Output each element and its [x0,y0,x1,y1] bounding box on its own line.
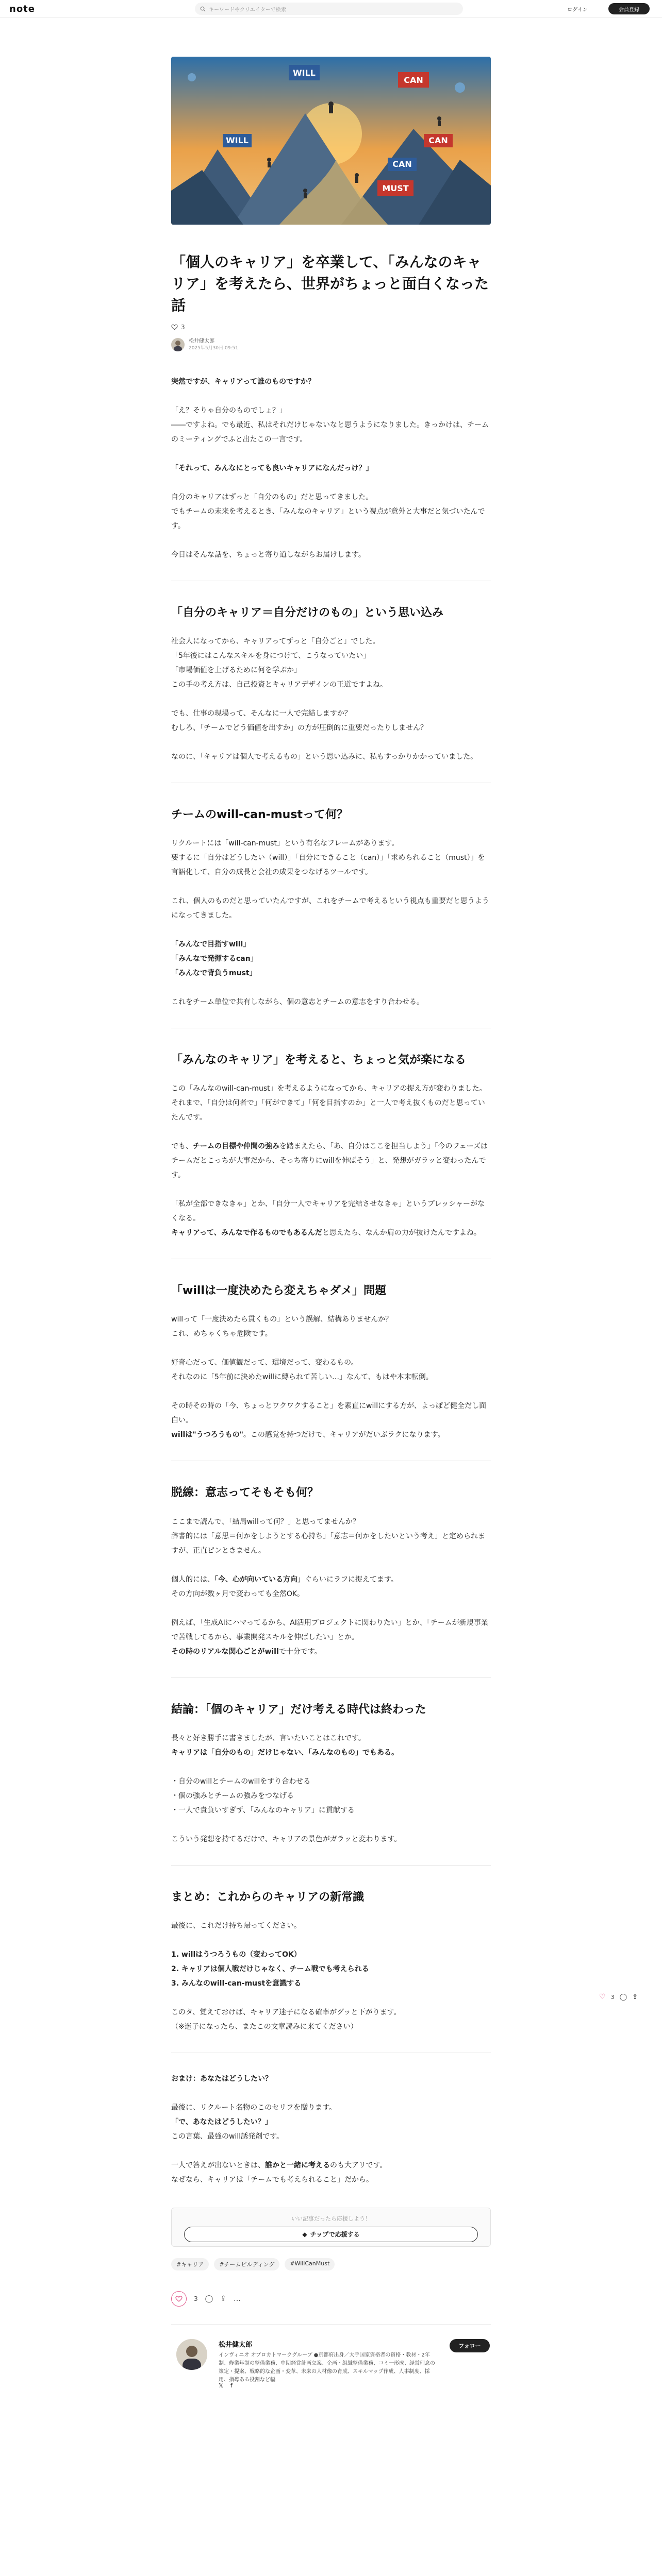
article-actions [171,2291,491,2307]
profile-social-links [219,2382,233,2389]
tip-button-label: チップで応援する [310,2231,360,2239]
top-header [0,0,662,18]
body-paragraph: これ、個人のものだと思っていたんですが、これをチームで考えるという視点も重要だと思うようになってきました。 [171,896,489,920]
body-paragraph: 突然ですが、キャリアって誰のものですか？ [171,377,316,386]
tag-chip[interactable]: #チームビルディング [214,2258,279,2270]
search-input[interactable] [195,3,463,15]
body-paragraph: 長々と好き勝手に書きましたが、言いたいことはこれです。 キャリアは「自分のもの」だけじゃない、「みんなのもの」でもある。 [171,1734,399,1757]
search-placeholder: キーワードやクリエイターで検索 [209,7,286,13]
author-profile-card [171,2324,491,2391]
author-row[interactable] [171,338,491,352]
body-paragraph: このタ、覚えておけば、キャリア迷子になる確率がグッと下がります。 （※迷子になったら、またこの文章読みに来てください） [171,2008,401,2031]
tip-button[interactable] [184,2227,478,2242]
profile-name[interactable]: 松井健太郎 [219,2341,253,2349]
hero-flag-1: WILL [293,68,316,78]
hero-flag-6: MUST [382,183,409,193]
comment-icon[interactable]: ◯ [205,2294,213,2303]
side-action-rail [599,1993,638,2001]
section-heading: 結論：「個のキャリア」だけ考える時代は終わった [171,1703,426,1716]
heart-icon [175,2296,183,2302]
note-logo[interactable]: note [9,4,35,14]
section-divider [171,1677,491,1678]
hero-image [171,57,491,225]
tag-list [171,2258,491,2270]
follow-button[interactable]: フォロー [450,2339,490,2352]
hero-flag-2: CAN [404,75,423,85]
facebook-icon[interactable]: f [230,2382,233,2389]
body-paragraph: 一人で答えが出ないときは、誰かと一緒に考えるのも大アリです。 なぜなら、キャリアは「チームでも考えられること」だから。 [171,2161,387,2184]
author-name[interactable]: 松井健太郎 [189,338,214,344]
body-paragraph: おまけ：あなたはどうしたい？ [171,2074,272,2083]
body-paragraph: ここまで読んで、「結局willって何？」と思ってませんか？ 辞書的には「意思＝何かをしようとする心持ち」「意志＝何かをしたいという考え」と定められますが、正直ピンときません。 [171,1517,485,1555]
section-heading: 「みんなのキャリア」を考えると、ちょっと気が楽になる [171,1053,467,1066]
body-paragraph: この「みんなのwill-can-must」を考えるようになってから、キャリアの捉え方が変わりました。 それまで、「自分は何者で」「何ができて」「何を目指すのか」と一人で考え抜くものだと思っていたんです。 [171,1084,487,1122]
body-paragraph: 今日はそんな話を、ちょっと寄り道しながらお届けします。 [171,550,366,559]
section-divider [171,1865,491,1866]
like-count: 3 [181,324,185,331]
body-paragraph: こういう発想を持てるだけで、キャリアの景色がガラッと変わります。 [171,1835,402,1843]
profile-avatar[interactable] [176,2339,207,2370]
body-paragraph: 1. willはうつろうもの（変わってOK） 2. キャリアは個人戦だけじゃなく、チーム戦でも考えられる 3. みんなのwill-can-mustを意識する [171,1950,369,1988]
more-icon[interactable]: … [234,2294,241,2303]
signup-button[interactable]: 会員登録 [608,3,650,14]
publish-date: 2025年5月30日 09:51 [189,346,238,351]
body-paragraph: 好奇心だって、価値観だって、環境だって、変わるもの。 それなのに「5年前に決めたwillに縛られて苦しい…」なんて、もはや本末転倒。 [171,1359,433,1382]
support-prompt: いい記事だったら応援しよう！ [291,2215,371,2222]
tag-chip[interactable]: #WillCanMust [285,2258,335,2270]
body-paragraph: 例えば、「生成AIにハマってるから、AI活用プロジェクトに関わりたい」とか、「チームが新規事業で苦戦してるから、事業開発スキルを伸ばしたい」とか。 その時のリアルな関心ごとがwillで十分です。 [171,1618,488,1656]
body-paragraph: 最後に、これだけ持ち帰ってください。 [171,1921,301,1930]
body-paragraph: その時その時の「今、ちょっとワクワクすること」を素直にwillにする方が、よっぽど健全だし面白い。 willは"うつろうもの"。この感覚を持つだけで、キャリアがだいぶラクになります。 [171,1402,487,1439]
hero-flag-5: CAN [392,159,412,169]
body-paragraph: 「みんなで目指すwill」 「みんなで発揮するcan」 「みんなで背負うmust」 [171,940,258,977]
heart-icon[interactable] [171,324,178,330]
body-paragraph: 社会人になってから、キャリアってずっと「自分ごと」でした。 「5年後にはこんなスキルを身につけて、こうなっていたい」 「市場価値を上げるために何を学ぶか」 この手の考え方は、自己投資とキャリアデザインの王道ですよね。 [171,637,388,689]
comment-icon[interactable]: ◯ [619,1993,627,2001]
body-paragraph: 「え？そりゃ自分のものでしょ？」 ――ですよね。でも最近、私はそれだけじゃないなと思うようになりました。きっかけは、チームのミーティングでふと出たこの一言です。 [171,406,489,444]
body-paragraph: でも、チームの目標や仲間の強みを踏まえたら、「あ、自分はここを担当しよう」「今のフェーズはチームだとこっちが大事だから、そっち寄りにwillを伸ばそう」と、発想がガラッと変わったんです。 [171,1142,488,1180]
section-heading: 脱線：意志ってそもそも何？ [171,1486,319,1500]
login-button[interactable]: ログイン [567,7,588,13]
section-heading: チームのwill-can-mustって何？ [171,808,348,821]
author-avatar[interactable] [171,338,185,351]
title-like-row [171,324,491,331]
body-paragraph: 「それって、みんなにとっても良いキャリアになんだっけ？」 [171,464,373,472]
section-heading: 「自分のキャリア＝自分だけのもの」という思い込み [171,606,444,619]
tip-icon: ◆ [302,2230,307,2238]
profile-bio: インヴィニオ オプロカトマークグループ ●京都府出身／大手国家資格者の資格・教材・2年制、修業年制の整備業務、中期経営計画立案、企画・組織整備業務、コミ一形成、経営理念の策定・提案、戦略的な企画・変革、未来の人材像の育成、スキルマップ作成、人事制度、採用、指導ある役割など幅 [219,2352,435,2383]
tag-chip[interactable]: #キャリア [171,2258,209,2270]
heart-icon[interactable]: ♡ [599,1993,606,2001]
body-paragraph: willって「一度決めたら貫くもの」という誤解、結構ありませんか？ これ、めちゃくちゃ危険です。 [171,1315,393,1338]
body-paragraph: 自分のキャリアはずっと「自分のもの」だと思ってきました。 でもチームの未来を考えるとき、「みんなのキャリア」という視点が意外と大事だと気づいたんです。 [171,493,485,530]
section-heading: まとめ：これからのキャリアの新常識 [171,1890,365,1904]
article-body [171,375,491,2187]
body-paragraph: 「私が全部できなきゃ」とか、「自分一人でキャリアを完結させなきゃ」というプレッシャーがなくなる。 キャリアって、みんなで作るものでもあるんだと思えたら、なんか肩の力が抜けたんですよね。 [171,1200,485,1238]
body-paragraph: リクルートには「will-can-must」という有名なフレームがあります。 要するに「自分はどうしたい（will）」「自分にできること（can）」「求められること（must）」を言語化して、自分の成長と会社の成果をつなげるツールです。 [171,839,485,876]
body-paragraph: 個人的には、「今、心が向いている方向」ぐらいにラフに捉えてます。 その方向が数ヶ月で変わっても全然OK。 [171,1575,398,1598]
like-button[interactable] [171,2291,187,2307]
support-box [171,2208,491,2247]
share-icon[interactable]: ⇪ [220,2294,227,2303]
article [171,57,491,2391]
hero-flag-4: CAN [428,135,448,145]
share-icon[interactable]: ⇪ [632,1993,638,2001]
search-icon [200,6,206,12]
body-paragraph: これをチーム単位で共有しながら、個の意志とチームの意志をすり合わせる。 [171,997,424,1006]
section-heading: 「willは一度決めたら変えちゃダメ」問題 [171,1284,386,1298]
article-title: 「個人のキャリア」を卒業して、「みんなのキャリア」を考えたら、世界がちょっと面白くなった話 [171,253,489,314]
side-like-count: 3 [610,1993,615,2001]
x-icon[interactable]: 𝕏 [219,2382,223,2389]
body-paragraph: でも、仕事の現場って、そんなに一人で完結しますか？ むしろ、「チームでどう価値を出すか」の方が圧倒的に重要だったりしません？ [171,709,427,732]
hero-flag-3: WILL [226,135,249,145]
body-paragraph: ・自分のwillとチームのwillをすり合わせる ・個の強みとチームの強みをつなげる ・一人で責負いすぎず、「みんなのキャリア」に貢献する [171,1777,355,1815]
actions-like-count: 3 [194,2295,198,2302]
body-paragraph: なのに、「キャリアは個人で考えるもの」という思い込みに、私もすっかりかかっていました。 [171,752,478,761]
body-paragraph: 最後に、リクルート名物のこのセリフを贈ります。 「で、あなたはどうしたい？」 この言葉、最強のwill誘発剤です。 [171,2103,337,2141]
